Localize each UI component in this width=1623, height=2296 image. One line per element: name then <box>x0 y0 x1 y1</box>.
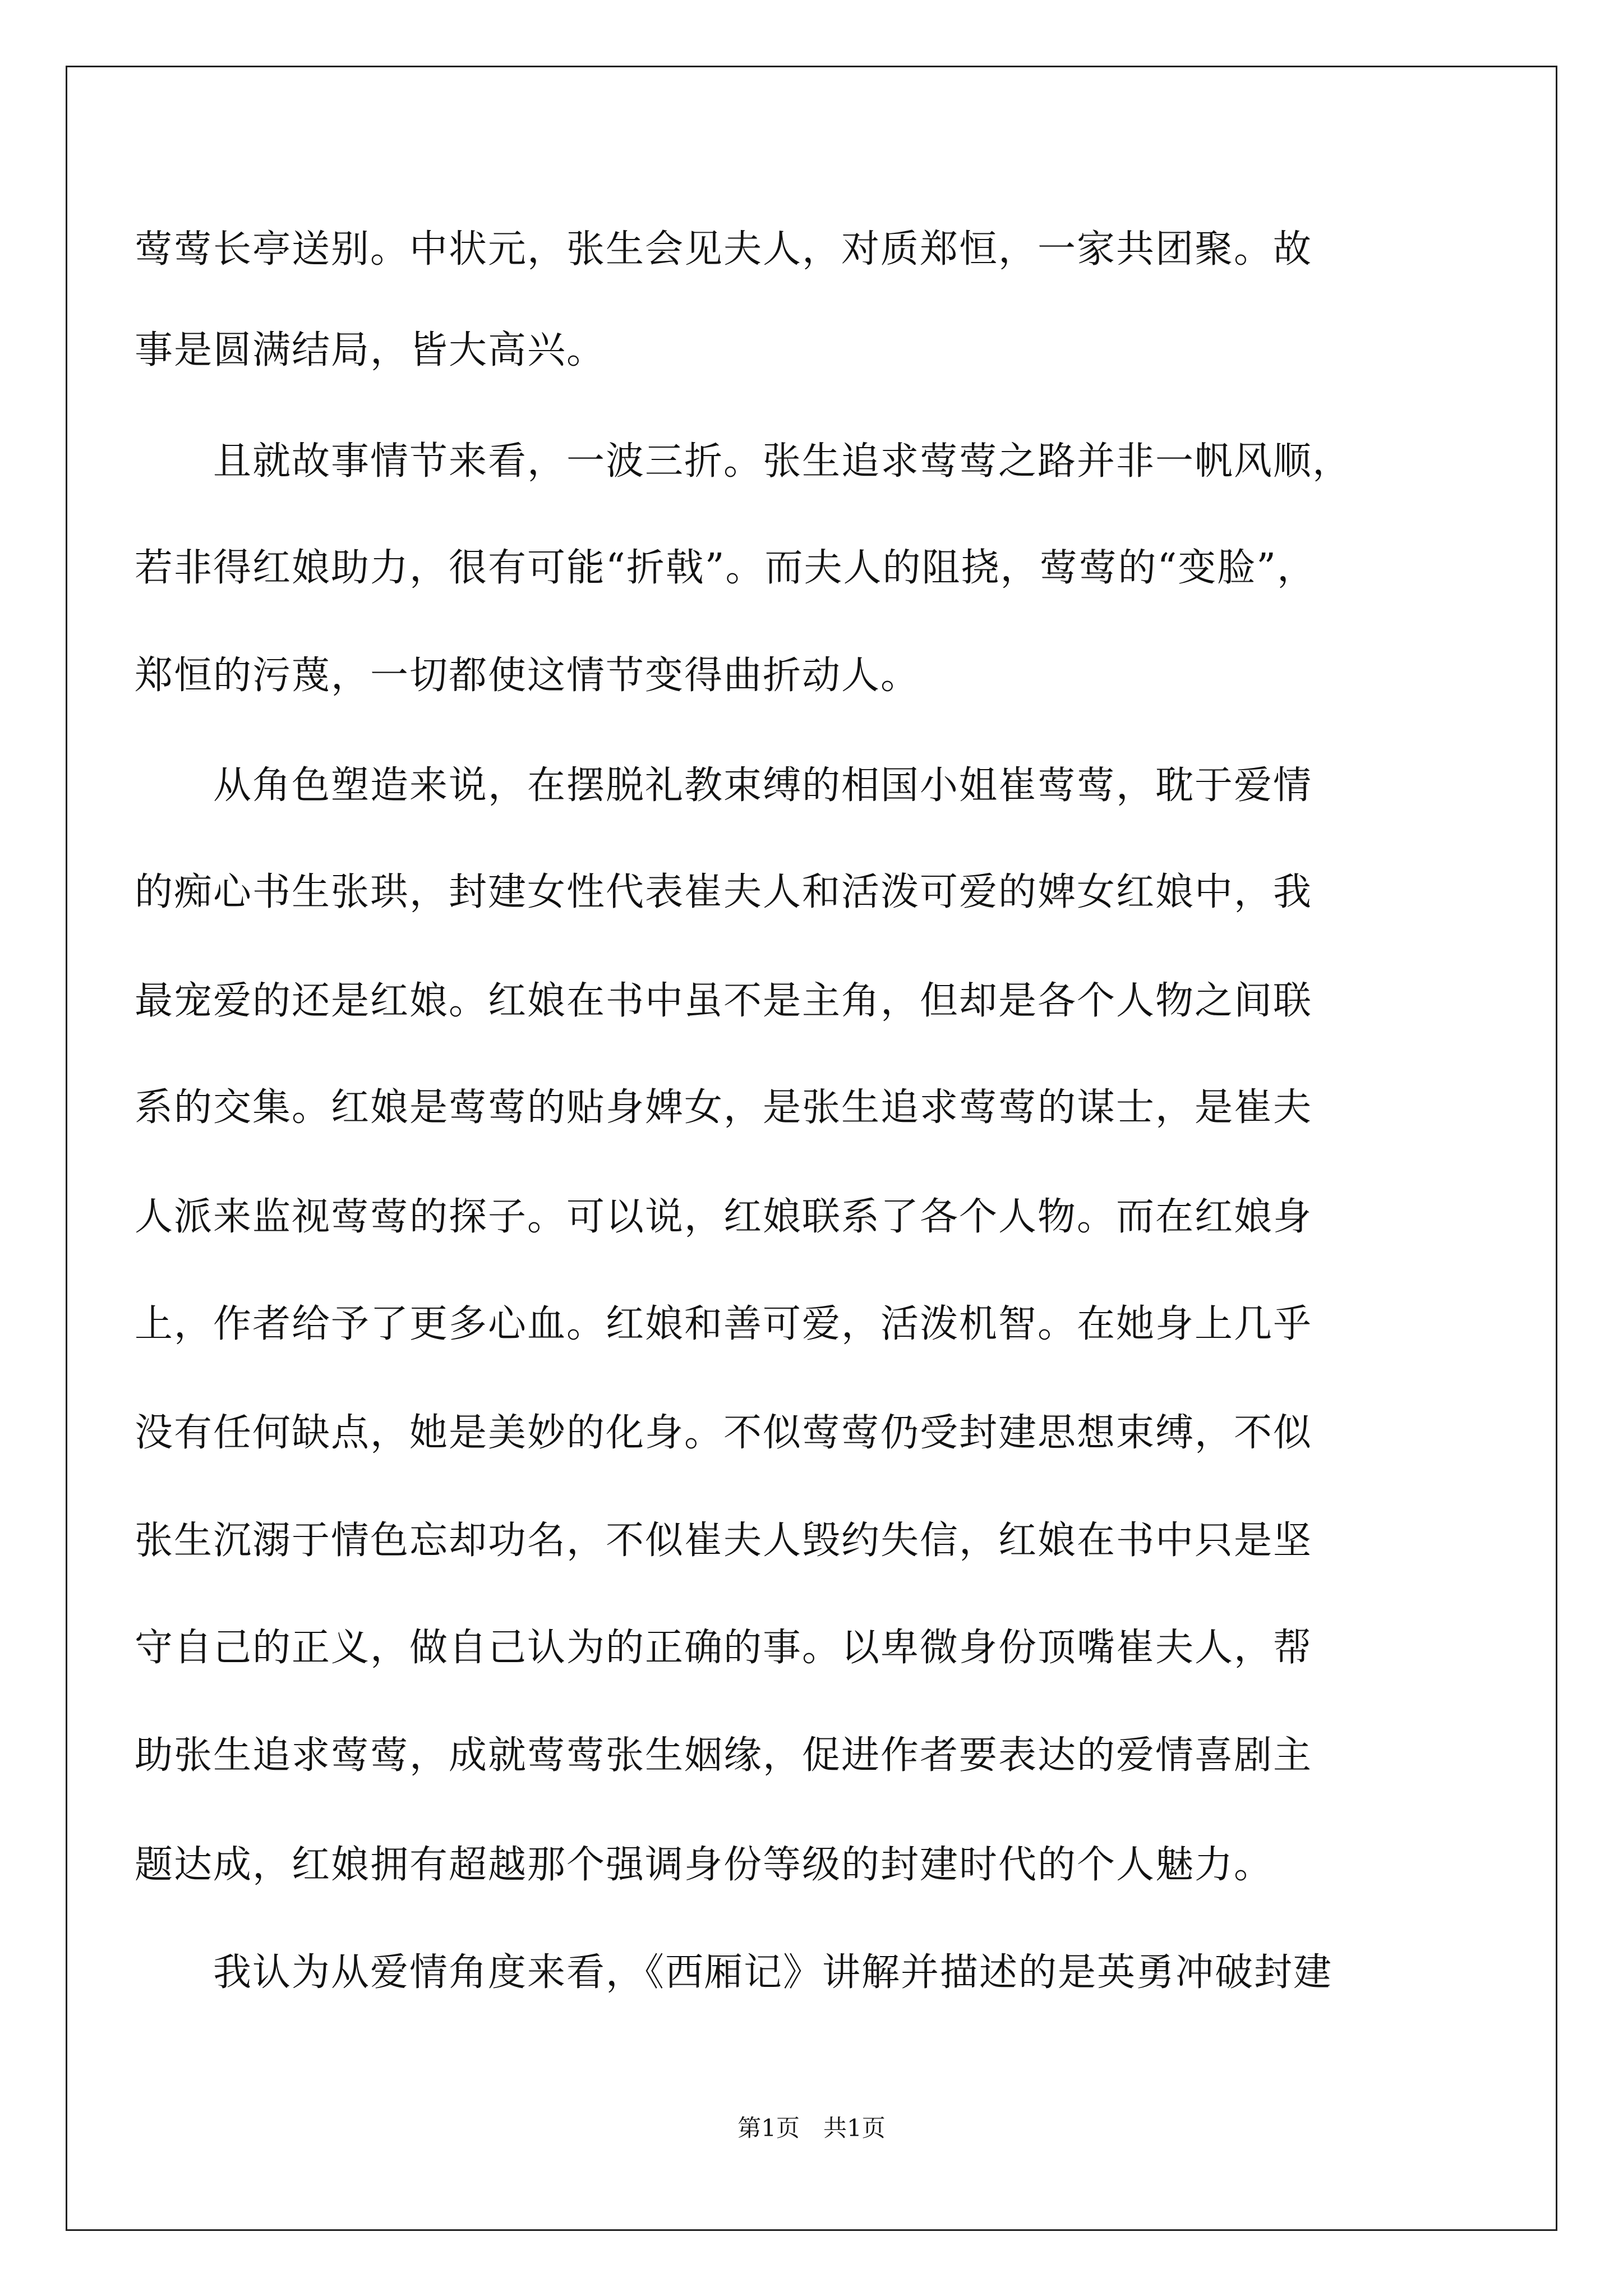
text-line: 题达成，红娘拥有超越那个强调身份等级的封建时代的个人魅力。 <box>135 1843 1274 1887</box>
text-line: 郑恒的污蔑，一切都使这情节变得曲折动人。 <box>135 654 920 698</box>
page-border <box>66 66 1557 2231</box>
text-line: 从角色塑造来说，在摆脱礼教束缚的相国小姐崔莺莺，耽于爱情 <box>135 763 1313 808</box>
text-line: 的痴心书生张珙，封建女性代表崔夫人和活泼可爱的婢女红娘中，我 <box>135 870 1313 914</box>
text-line: 且就故事情节来看，一波三折。张生追求莺莺之路并非一帆风顺， <box>135 439 1352 484</box>
text-line: 守自己的正义，做自己认为的正确的事。以卑微身份顶嘴崔夫人，帮 <box>135 1626 1313 1670</box>
page-footer <box>0 2111 1623 2145</box>
page-number-label: 第1页 共1页 <box>737 2114 886 2142</box>
text-line: 我认为从爱情角度来看，《西厢记》讲解并描述的是英勇冲破封建 <box>135 1950 1333 1995</box>
text-line: 事是圆满结局，皆大高兴。 <box>135 328 606 372</box>
text-line: 系的交集。红娘是莺莺的贴身婢女，是张生追求莺莺的谋士，是崔夫 <box>135 1085 1313 1130</box>
text-line: 上，作者给予了更多心血。红娘和善可爱，活泼机智。在她身上几乎 <box>135 1302 1313 1346</box>
text-line: 莺莺长亭送别。中状元，张生会见夫人，对质郑恒，一家共团聚。故 <box>135 227 1313 272</box>
text-line: 人派来监视莺莺的探子。可以说，红娘联系了各个人物。而在红娘身 <box>135 1195 1313 1239</box>
text-line: 张生沉溺于情色忘却功名，不似崔夫人毁约失信，红娘在书中只是坚 <box>135 1519 1313 1563</box>
text-line: 没有任何缺点，她是美妙的化身。不似莺莺仍受封建思想束缚，不似 <box>135 1411 1313 1455</box>
text-line: 若非得红娘助力，很有可能“折戟”。而夫人的阻挠，莺莺的“变脸”， <box>135 546 1317 590</box>
text-line: 助张生追求莺莺，成就莺莺张生姻缘，促进作者要表达的爱情喜剧主 <box>135 1733 1313 1778</box>
text-line: 最宠爱的还是红娘。红娘在书中虽不是主角，但却是各个人物之间联 <box>135 979 1313 1023</box>
